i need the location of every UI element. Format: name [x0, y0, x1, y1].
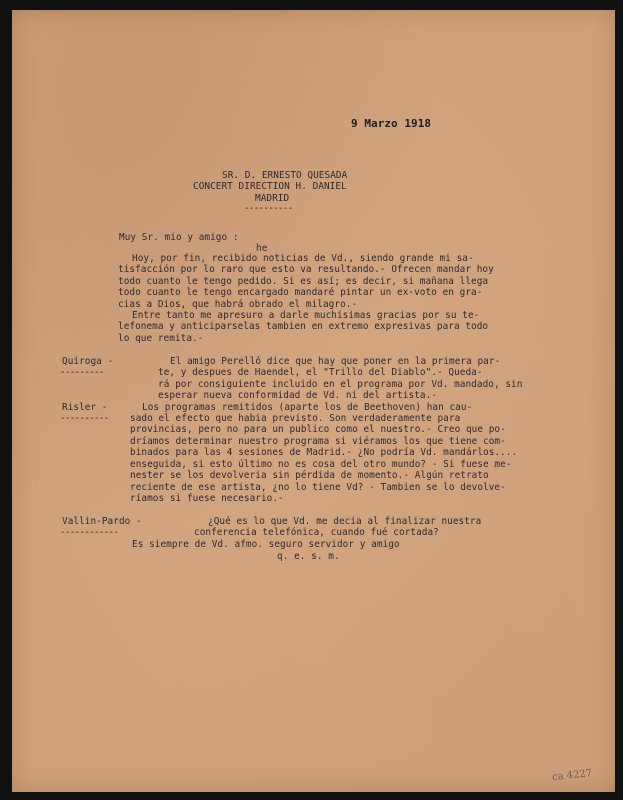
body-line: lefonema y anticiparselas tambien en extremo expresivas para todo [118, 321, 489, 332]
note-line: El amigo Perelló dice que hay que poner en la primera par- [170, 356, 501, 367]
insertion-mark: he [256, 243, 268, 254]
salutation: Muy Sr. mio y amigo : [119, 232, 239, 243]
note-line: nester se los devolveria sin pérdida de momento.- Algún retrato [130, 470, 489, 481]
note-underline: ---------- [60, 413, 109, 424]
body-line: lo que remita.- [118, 333, 204, 344]
note-line: te, y despues de Haendel, el "Trillo del Diablo".- Queda- [158, 367, 483, 378]
note-line: reciente de ese artista, ¿no lo tiene Vd? - Tambien se lo devolve- [130, 482, 506, 493]
closing-line: Es siempre de Vd. afmo. seguro servidor y amigo [132, 539, 400, 550]
body-line: tisfacción por lo raro que esto va resultando.- Ofrecen mandar hoy [118, 264, 494, 275]
note-line: ¿Qué es lo que Vd. me decia al finalizar nuestra [208, 516, 482, 527]
body-line: cias a Dios, que habrá obrado el milagro.- [118, 299, 358, 310]
body-line: todo cuanto le tengo encargado mandaré pintar un ex-voto en gra- [118, 287, 483, 298]
note-line: enseguida, si esto último no es cosa del otro mundo? - Si fuese me- [130, 459, 512, 470]
body-line: Entre tanto me apresuro a darle muchísimas gracias por su te- [132, 310, 480, 321]
note-line: conferencia telefónica, cuando fué cortada? [194, 527, 439, 538]
note-line: binados para las 4 sesiones de Madrid.- ¿No podría Vd. mandárlos.... [130, 447, 518, 458]
archive-number: ca 4227 [551, 767, 593, 784]
note-line: dríamos determinar nuestro programa si viéramos los que tiene com- [130, 436, 506, 447]
note-line: rá por consiguiente incluido en el programa por Vd. mandado, sin [158, 379, 523, 390]
body-line: Hoy, por fin, recibido noticias de Vd., siendo grande mi sa- [132, 253, 474, 264]
note-line: esperar nueva conformidad de Vd. ni del artista.- [158, 390, 438, 401]
note-name-quiroga: Quiroga - [62, 356, 114, 367]
note-line: Los programas remitidos (aparte los de Beethoven) han cau- [142, 402, 473, 413]
addressee-company: CONCERT DIRECTION H. DANIEL [193, 181, 347, 192]
addressee-name: SR. D. ERNESTO QUESADA [222, 170, 348, 181]
closing-abbreviation: q. e. s. m. [277, 551, 340, 562]
letter-page [12, 10, 615, 792]
note-underline: ------------ [60, 527, 119, 538]
addressee-rule: ---------- [244, 203, 293, 214]
note-line: ríamos si fuese necesario.- [130, 493, 284, 504]
note-name-risler: Risler - [62, 402, 108, 413]
note-line: provincias, pero no para un publico como el nuestro.- Creo que po- [130, 424, 506, 435]
note-underline: --------- [60, 367, 104, 378]
letter-date: 9 Marzo 1918 [351, 117, 432, 130]
addressee-city: MADRID [255, 193, 290, 204]
body-line: todo cuanto le tengo pedido. Si es así; es decir, si mañana llega [118, 276, 489, 287]
note-name-vallin-pardo: Vallin-Pardo - [62, 516, 142, 527]
note-line: sado el efecto que habia previsto. Son verdaderamente para [130, 413, 461, 424]
